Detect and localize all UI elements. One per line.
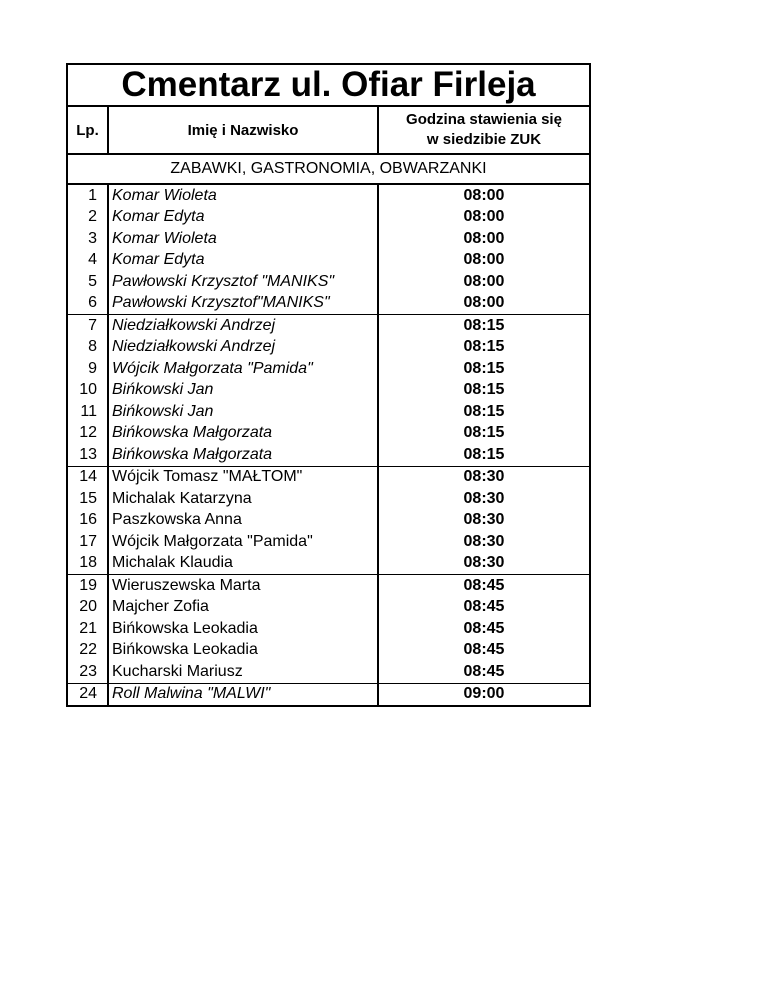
row-number: 1 <box>68 185 109 207</box>
row-time: 08:45 <box>463 662 505 680</box>
row-number: 3 <box>68 228 109 250</box>
row-time: 08:30 <box>463 511 505 529</box>
row-time: 08:45 <box>463 576 505 594</box>
row-name: Niedziałkowski Andrzej <box>109 315 379 337</box>
row-number: 18 <box>68 553 109 575</box>
row-name: Pawłowski Krzysztof "MANIKS" <box>109 271 379 293</box>
table-row <box>68 661 589 683</box>
row-name: Michalak Katarzyna <box>109 488 379 510</box>
table-row <box>68 531 589 553</box>
row-number: 2 <box>68 207 109 229</box>
row-time: 08:00 <box>463 294 505 312</box>
row-name: Pawłowski Krzysztof"MANIKS" <box>109 293 379 315</box>
page-title: Cmentarz ul. Ofiar Firleja <box>68 65 589 107</box>
row-number: 11 <box>68 401 109 423</box>
row-number: 9 <box>68 358 109 380</box>
row-number: 19 <box>68 575 109 597</box>
row-number: 12 <box>68 423 109 445</box>
row-time: 08:00 <box>463 186 505 204</box>
row-time: 08:15 <box>463 445 505 463</box>
row-time: 08:30 <box>463 554 505 572</box>
row-name: Bińkowska Leokadia <box>109 640 379 662</box>
row-number: 7 <box>68 315 109 337</box>
row-time: 08:15 <box>463 381 505 399</box>
row-time: 08:00 <box>463 272 505 290</box>
schedule-table <box>66 63 591 707</box>
row-time: 08:45 <box>463 598 505 616</box>
row-number: 22 <box>68 640 109 662</box>
table-row <box>68 466 589 489</box>
table-row <box>68 553 589 575</box>
table-row <box>68 271 589 293</box>
row-name: Bińkowska Małgorzata <box>109 423 379 445</box>
table-row <box>68 423 589 445</box>
row-name: Wieruszewska Marta <box>109 575 379 597</box>
row-name: Wójcik Małgorzata "Pamida" <box>109 358 379 380</box>
row-time: 08:45 <box>463 641 505 659</box>
row-number: 10 <box>68 380 109 402</box>
row-number: 16 <box>68 510 109 532</box>
table-row <box>68 510 589 532</box>
row-name: Wójcik Małgorzata "Pamida" <box>109 531 379 553</box>
row-name: Komar Wioleta <box>109 228 379 250</box>
row-number: 14 <box>68 467 109 489</box>
row-time: 08:15 <box>463 402 505 420</box>
row-time: 08:30 <box>463 532 505 550</box>
row-time: 08:30 <box>463 489 505 507</box>
header-lp: Lp. <box>68 107 109 153</box>
row-number: 15 <box>68 488 109 510</box>
table-row <box>68 250 589 272</box>
row-name: Majcher Zofia <box>109 597 379 619</box>
row-name: Bińkowski Jan <box>109 401 379 423</box>
row-number: 5 <box>68 271 109 293</box>
row-time: 08:15 <box>463 424 505 442</box>
row-name: Bińkowska Małgorzata <box>109 444 379 466</box>
row-time: 09:00 <box>463 685 505 703</box>
row-number: 21 <box>68 618 109 640</box>
table-row <box>68 358 589 380</box>
table-row <box>68 207 589 229</box>
row-time: 08:45 <box>463 619 505 637</box>
row-number: 20 <box>68 597 109 619</box>
table-row <box>68 380 589 402</box>
row-number: 24 <box>68 684 109 706</box>
header-time <box>379 107 589 153</box>
table-row <box>68 228 589 250</box>
row-name: Bińkowska Leokadia <box>109 618 379 640</box>
row-number: 4 <box>68 250 109 272</box>
row-number: 6 <box>68 293 109 315</box>
row-time: 08:15 <box>463 316 505 334</box>
table-row <box>68 488 589 510</box>
row-name: Roll Malwina "MALWI" <box>109 684 379 706</box>
row-number: 23 <box>68 661 109 683</box>
row-time: 08:00 <box>463 251 505 269</box>
row-name: Bińkowski Jan <box>109 380 379 402</box>
row-time: 08:15 <box>463 338 505 356</box>
table-body <box>68 185 589 705</box>
table-row <box>68 618 589 640</box>
table-row <box>68 444 589 466</box>
table-row <box>68 314 589 337</box>
table-row <box>68 401 589 423</box>
table-row <box>68 574 589 597</box>
row-name: Komar Wioleta <box>109 185 379 207</box>
header-time-line2: w siedzibie ZUK <box>426 131 542 148</box>
table-header <box>68 107 589 155</box>
row-name: Komar Edyta <box>109 207 379 229</box>
header-time-line1: Godzina stawienia się <box>406 111 562 128</box>
row-name: Wójcik Tomasz "MAŁTOM" <box>109 467 379 489</box>
row-time: 08:00 <box>463 229 505 247</box>
row-name: Niedziałkowski Andrzej <box>109 337 379 359</box>
row-time: 08:30 <box>463 468 505 486</box>
table-row <box>68 683 589 706</box>
row-number: 8 <box>68 337 109 359</box>
table-row <box>68 640 589 662</box>
row-time: 08:00 <box>463 208 505 226</box>
row-number: 17 <box>68 531 109 553</box>
table-row <box>68 337 589 359</box>
header-name: Imię i Nazwisko <box>109 107 379 153</box>
table-row <box>68 293 589 315</box>
row-number: 13 <box>68 444 109 466</box>
row-time: 08:15 <box>463 359 505 377</box>
row-name: Komar Edyta <box>109 250 379 272</box>
section-heading: ZABAWKI, GASTRONOMIA, OBWARZANKI <box>68 155 589 185</box>
row-name: Kucharski Mariusz <box>109 661 379 683</box>
table-row <box>68 185 589 207</box>
row-name: Paszkowska Anna <box>109 510 379 532</box>
row-name: Michalak Klaudia <box>109 553 379 575</box>
table-row <box>68 597 589 619</box>
